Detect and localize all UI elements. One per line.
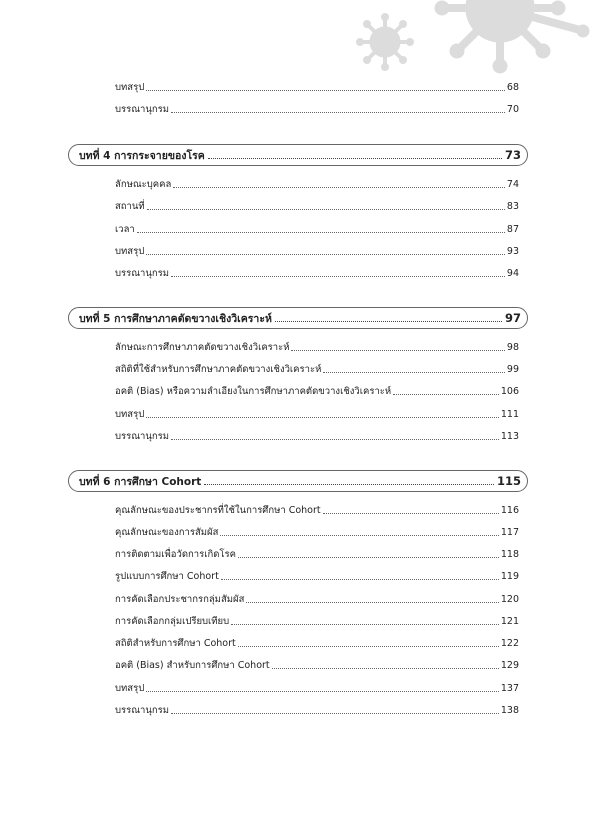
dot-leader [208, 158, 502, 159]
dot-leader [220, 534, 498, 536]
chapter-page: 73 [504, 148, 521, 162]
dot-leader [238, 556, 499, 558]
dot-leader [146, 690, 499, 692]
toc-entry[interactable] [115, 266, 519, 280]
toc-entry-page: 68 [506, 82, 519, 93]
dot-leader [275, 321, 502, 322]
dot-leader [204, 484, 494, 485]
toc-entry[interactable] [115, 222, 519, 236]
dot-leader [221, 578, 499, 580]
dot-leader [137, 231, 505, 233]
virus-icon-small [357, 14, 414, 71]
toc-entry-title: อคติ (Bias) สำหรับการศึกษา Cohort [115, 660, 270, 671]
toc-entry-page: 121 [500, 616, 519, 627]
toc-entry-page: 120 [500, 594, 519, 605]
toc-entry-page: 111 [500, 409, 519, 420]
toc-entry-page: 122 [500, 638, 519, 649]
toc-entry-title: อคติ (Bias) หรือความลำเอียงในการศึกษาภาคตัดขวางเชิงวิเคราะห์ [115, 386, 392, 397]
toc-entry[interactable] [115, 362, 519, 376]
toc-entry[interactable] [115, 636, 519, 650]
toc-entry[interactable] [115, 525, 519, 539]
toc-entry-page: 116 [500, 505, 519, 516]
toc-entry-page: 117 [500, 527, 519, 538]
toc-entry-title: บรรณานุกรม [115, 705, 169, 716]
toc-entry-page: 93 [506, 246, 519, 257]
virus-icon-large [435, 0, 589, 73]
toc-entry[interactable] [115, 681, 519, 695]
toc-entry-title: บรรณานุกรม [115, 104, 169, 115]
toc-entry-title: คุณลักษณะของประชากรที่ใช้ในการศึกษา Cohort [115, 505, 321, 516]
toc-entry-page: 106 [500, 386, 519, 397]
dot-leader [146, 89, 505, 91]
toc-entry-title: บทสรุป [115, 246, 145, 257]
toc-entry[interactable] [115, 102, 519, 116]
toc-entry-page: 70 [506, 104, 519, 115]
chapter-page: 115 [496, 474, 521, 488]
toc-entry-title: เวลา [115, 224, 135, 235]
toc-entry[interactable] [115, 244, 519, 258]
toc-entry[interactable] [115, 80, 519, 94]
toc-entry-title: การติดตามเพื่อวัดการเกิดโรค [115, 549, 236, 560]
toc-entry-title: ลักษณะการศึกษาภาคตัดขวางเชิงวิเคราะห์ [115, 342, 290, 353]
toc-entry[interactable] [115, 384, 519, 398]
toc-entry-title: สถิติที่ใช้สำหรับการศึกษาภาคตัดขวางเชิงวิเคราะห์ [115, 364, 322, 375]
toc-entry[interactable] [115, 658, 519, 672]
toc-entry[interactable] [115, 614, 519, 628]
toc-entry-page: 138 [500, 705, 519, 716]
toc-entry[interactable] [115, 407, 519, 421]
toc-entry-title: คุณลักษณะของการสัมผัส [115, 527, 219, 538]
chapter-heading[interactable] [68, 144, 528, 166]
toc-entry-page: 119 [500, 571, 519, 582]
toc-entry-page: 113 [500, 431, 519, 442]
toc-entry-title: สถิติสำหรับการศึกษา Cohort [115, 638, 236, 649]
toc-entry-title: ลักษณะบุคคล [115, 179, 172, 190]
virus-decoration [0, 0, 600, 90]
chapter-heading[interactable] [68, 307, 528, 329]
toc-entry-page: 98 [506, 342, 519, 353]
toc-entry-page: 87 [506, 224, 519, 235]
toc-entry-page: 129 [500, 660, 519, 671]
toc-entry-page: 83 [506, 201, 519, 212]
toc-entry[interactable] [115, 592, 519, 606]
toc-entry-page: 74 [506, 179, 519, 190]
toc-entry-title: บรรณานุกรม [115, 268, 169, 279]
dot-leader [146, 416, 499, 418]
chapter-page: 97 [504, 311, 521, 325]
toc-entry[interactable] [115, 429, 519, 443]
chapter-heading[interactable] [68, 470, 528, 492]
toc-entry[interactable] [115, 503, 519, 517]
dot-leader [393, 393, 499, 395]
dot-leader [323, 371, 505, 373]
dot-leader [246, 601, 498, 603]
dot-leader [173, 186, 505, 188]
toc-entry[interactable] [115, 703, 519, 717]
toc-entry-title: การคัดเลือกประชากรกลุ่มสัมผัส [115, 594, 245, 605]
toc-entry-title: บทสรุป [115, 683, 145, 694]
toc-entry-title: สถานที่ [115, 201, 145, 212]
dot-leader [231, 623, 499, 625]
dot-leader [238, 645, 499, 647]
toc-entry[interactable] [115, 569, 519, 583]
toc-entry-title: การคัดเลือกกลุ่มเปรียบเทียบ [115, 616, 230, 627]
dot-leader [291, 349, 504, 351]
toc-entry-page: 118 [500, 549, 519, 560]
chapter-title: บทที่ 4 การกระจายของโรค [79, 149, 205, 162]
toc-entry[interactable] [115, 547, 519, 561]
chapter-title: บทที่ 6 การศึกษา Cohort [79, 475, 202, 488]
dot-leader [147, 208, 505, 210]
dot-leader [171, 111, 505, 113]
dot-leader [171, 712, 499, 714]
toc-entry-page: 99 [506, 364, 519, 375]
toc-entry-title: รูปแบบการศึกษา Cohort [115, 571, 219, 582]
toc-entry-page: 137 [500, 683, 519, 694]
toc-entry-page: 94 [506, 268, 519, 279]
chapter-title: บทที่ 5 การศึกษาภาคตัดขวางเชิงวิเคราะห์ [79, 312, 272, 325]
toc-entry-title: บรรณานุกรม [115, 431, 169, 442]
toc-entry[interactable] [115, 177, 519, 191]
toc-entry-title: บทสรุป [115, 82, 145, 93]
dot-leader [146, 253, 505, 255]
dot-leader [272, 667, 499, 669]
toc-entry[interactable] [115, 199, 519, 213]
dot-leader [171, 275, 505, 277]
dot-leader [171, 438, 499, 440]
toc-entry-title: บทสรุป [115, 409, 145, 420]
dot-leader [323, 512, 499, 514]
toc-entry[interactable] [115, 340, 519, 354]
